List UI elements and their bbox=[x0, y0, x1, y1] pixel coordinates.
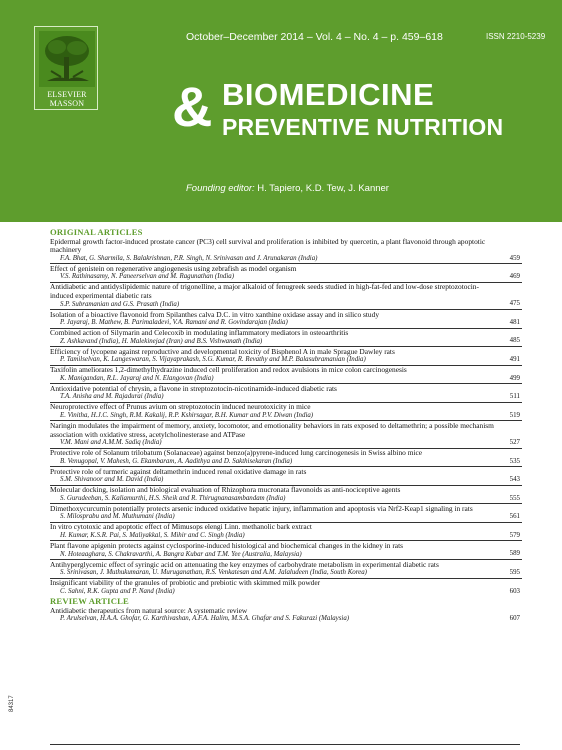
article-page: 561 bbox=[509, 513, 520, 521]
founding-names: H. Tapiero, K.D. Tew, J. Kanner bbox=[254, 183, 389, 194]
tree-icon bbox=[39, 31, 95, 87]
article-title: Insignificant viability of the granules of probiotic and prebiotic with skimmed milk powder bbox=[50, 578, 321, 588]
title-ampersand: & bbox=[172, 75, 213, 138]
article-entry[interactable] bbox=[50, 383, 522, 402]
article-authors: P. Jayaraj, B. Mathew, B. Parimaladevi, V.A. Ramani and R. Govindarajan (India) bbox=[60, 319, 288, 327]
article-authors: P. Tamilselvan, K. Langeswaran, S. Vijayaprakash, S.G. Kumar, R. Revathy and M.P. Balasubramanian (India) bbox=[60, 356, 366, 364]
article-entry[interactable] bbox=[50, 606, 522, 624]
article-page: 519 bbox=[509, 411, 520, 419]
article-entry[interactable] bbox=[50, 282, 522, 309]
article-entry[interactable] bbox=[50, 328, 522, 347]
article-page: 491 bbox=[509, 356, 520, 364]
article-entry[interactable] bbox=[50, 365, 522, 384]
article-title: Protective role of Solanum trilobatum (Solanaceae) against benzo(a)pyrene-induced lung carcinogenesis in Swiss albino mice bbox=[50, 448, 423, 458]
article-title: Combined action of Silymarin and Celecoxib in modulating inflammatory mediators in osteoarthritis bbox=[50, 328, 349, 338]
article-title: Molecular docking, isolation and biological evaluation of Rhizophora mucronata flavonoids as anti-nociceptive agents bbox=[50, 485, 401, 495]
article-authors: S. Gurudeeban, S. Kaliamurthi, H.S. Sheik and R. Thirugnanasambandam (India) bbox=[60, 494, 286, 502]
article-page: 481 bbox=[509, 318, 520, 326]
article-page: 607 bbox=[509, 615, 520, 623]
founding-label: Founding editor: bbox=[186, 183, 255, 194]
article-entry[interactable] bbox=[50, 420, 522, 447]
article-authors: Z. Ashkavand (India), H. Malekinejad (Iran) and B.S. Vishwanath (India) bbox=[60, 337, 263, 345]
article-authors: N. Hoteaaghara, S. Chakravarthi, A. Bangra Kubar and T.M. Yee (Australia, Malaysia) bbox=[60, 550, 302, 558]
article-title: Plant flavone apigenin protects against cyclosporine-induced histological and biochemical changes in the kidney in rats bbox=[50, 541, 404, 551]
publisher-name-line1: ELSEVIER bbox=[47, 90, 87, 99]
article-entry[interactable] bbox=[50, 503, 522, 522]
article-page: 579 bbox=[509, 531, 520, 539]
article-page: 589 bbox=[509, 550, 520, 558]
article-page: 459 bbox=[509, 254, 520, 262]
article-page: 603 bbox=[509, 587, 520, 595]
article-authors: T.A. Anisha and M. Rajadurai (India) bbox=[60, 393, 164, 401]
article-page: 511 bbox=[509, 393, 520, 401]
article-authors: F.A. Bhat, G. Sharmila, S. Balakrishnan, P.R. Singh, N. Srinivasan and J. Arunakaran (India) bbox=[60, 254, 318, 262]
journal-title-line2: PREVENTIVE NUTRITION bbox=[222, 114, 504, 140]
article-authors: H. Kumar, K.S.R. Pai, S. Maliyakkal, S. Mihir and C. Singh (India) bbox=[60, 532, 245, 540]
journal-title-line1: BIOMEDICINE bbox=[222, 77, 435, 112]
article-title: Antioxidative potential of chrysin, a flavone in streptozotocin-nicotinamide-induced diabetic rats bbox=[50, 383, 337, 393]
side-code: 84317 bbox=[9, 695, 15, 712]
issue-line: October–December 2014 – Vol. 4 – No. 4 – p. 459–618 bbox=[186, 31, 443, 43]
article-entry[interactable] bbox=[50, 578, 522, 597]
article-title: Efficiency of lycopene against reproductive and developmental toxicity of Bisphenol A in male Sprague Dawley rats bbox=[50, 346, 395, 356]
table-of-contents bbox=[50, 227, 522, 624]
article-authors: S.P. Subramanian and G.S. Prasath (India) bbox=[60, 300, 180, 308]
article-entry[interactable] bbox=[50, 402, 522, 421]
article-title: Antihyperglycemic effect of syringic acid on attenuating the key enzymes of carbohydrate metabolism in experimental diabetic rats bbox=[50, 559, 439, 569]
cover-header bbox=[0, 0, 562, 222]
article-entry[interactable] bbox=[50, 346, 522, 365]
bottom-rule bbox=[50, 744, 520, 745]
article-page: 543 bbox=[509, 476, 520, 484]
article-page: 475 bbox=[509, 300, 520, 308]
article-title: Antidiabetic therapeutics from natural source: A systematic review bbox=[50, 605, 248, 615]
issn: ISSN 2210-5239 bbox=[486, 32, 546, 41]
article-title: Epidermal growth factor-induced prostate cancer (PC3) cell survival and proliferation is inhibited by quercetin, a plant flavonoid through apoptotic machinery bbox=[50, 236, 486, 255]
article-page: 595 bbox=[509, 569, 520, 577]
article-authors: P. Arulselvan, H.A.A. Ghofar, G. Karthivashan, A.F.A. Halim, M.S.A. Ghafar and S. Fakurazi (Malaysia) bbox=[60, 615, 350, 623]
article-title: Isolation of a bioactive flavonoid from Spilanthes calva D.C. in vitro xanthine oxidase assay and in silico study bbox=[50, 309, 380, 319]
publisher-name-line2: MASSON bbox=[49, 99, 85, 108]
section-heading: ORIGINAL ARTICLES bbox=[50, 227, 143, 237]
article-authors: V.M. Mani and A.M.M. Sadiq (India) bbox=[60, 439, 162, 447]
article-title: Antidiabetic and antidyslipidemic nature of trigonelline, a major alkaloid of fenugreek seeds studied in high-fat-fed and low-dose streptozotocin-induced experimental diabetic rats bbox=[50, 282, 479, 300]
article-title: Dimethoxycurcumin potentially protects arsenic induced oxidative hepatic injury, inflammation and apoptosis via Nrf2-Keap1 signaling in rats bbox=[50, 503, 473, 513]
article-authors: S. Srinivasan, J. Muthukumaran, U. Muruganathan, R.S. Venkatesan and A.M. Jalaludeen (India, South Korea) bbox=[60, 569, 367, 577]
article-entry[interactable] bbox=[50, 263, 522, 282]
article-entry[interactable] bbox=[50, 485, 522, 504]
section-heading: REVIEW ARTICLE bbox=[50, 596, 129, 607]
article-entry[interactable] bbox=[50, 540, 522, 559]
article-page: 485 bbox=[509, 337, 520, 345]
article-entry[interactable] bbox=[50, 237, 522, 263]
article-page: 535 bbox=[509, 457, 520, 465]
article-page: 469 bbox=[509, 273, 520, 281]
article-page: 527 bbox=[509, 438, 520, 446]
article-title: Neuroprotective effect of Prunus avium on streptozotocin induced neurotoxicity in mice bbox=[50, 402, 311, 412]
article-entry[interactable] bbox=[50, 466, 522, 485]
article-entry[interactable] bbox=[50, 522, 522, 541]
article-authors: S. Milosprabu and M. Muthumani (India) bbox=[60, 513, 175, 521]
article-page: 555 bbox=[509, 494, 520, 502]
article-authors: B. Venugopal, V. Mahesh, G. Ekambaram, A. Aadithya and D. Sakthisekaran (India) bbox=[60, 457, 293, 465]
article-title: Effect of genistein on regenerative angiogenesis using zebrafish as model organism bbox=[50, 263, 297, 273]
article-title: Naringin modulates the impairment of memory, anxiety, locomotor, and emotionality behaviors in rats exposed to deltamethrin; a possible mechanism association with oxidative stress, acetylcholinesterase and ATPase bbox=[50, 420, 494, 439]
article-entry[interactable] bbox=[50, 559, 522, 578]
elsevier-logo bbox=[34, 26, 98, 110]
article-entry[interactable] bbox=[50, 309, 522, 328]
article-authors: C. Sahni, R.K. Gupta and P. Nand (India) bbox=[60, 587, 175, 595]
article-authors: S.M. Shivanoor and M. David (India) bbox=[60, 476, 164, 484]
article-authors: K. Manigandan, R.L. Jayaraj and N. Elangovan (India) bbox=[60, 374, 214, 382]
article-entry[interactable] bbox=[50, 448, 522, 467]
article-authors: V.S. Rathinasamy, N. Paneerselvan and M. Ragunathan (India) bbox=[60, 273, 235, 281]
article-authors: E. Vinitha, H.J.C. Singh, R.M. Kakalij, R.P. Kshirsagar, B.H. Kumar and P.V. Diwan (India) bbox=[60, 412, 314, 419]
article-title: Taxifolin ameliorates 1,2-dimethylhydrazine induced cell proliferation and redox avulsions in mice colon carcinogenesis bbox=[50, 365, 407, 375]
article-title: Protective role of turmeric against deltamethrin induced renal oxidative damage in rats bbox=[50, 466, 307, 476]
article-page: 499 bbox=[509, 374, 520, 382]
founding-editor bbox=[186, 183, 389, 194]
article-title: In vitro cytotoxic and apoptotic effect of Mimusops elengi Linn. methanolic bark extract bbox=[50, 522, 312, 532]
